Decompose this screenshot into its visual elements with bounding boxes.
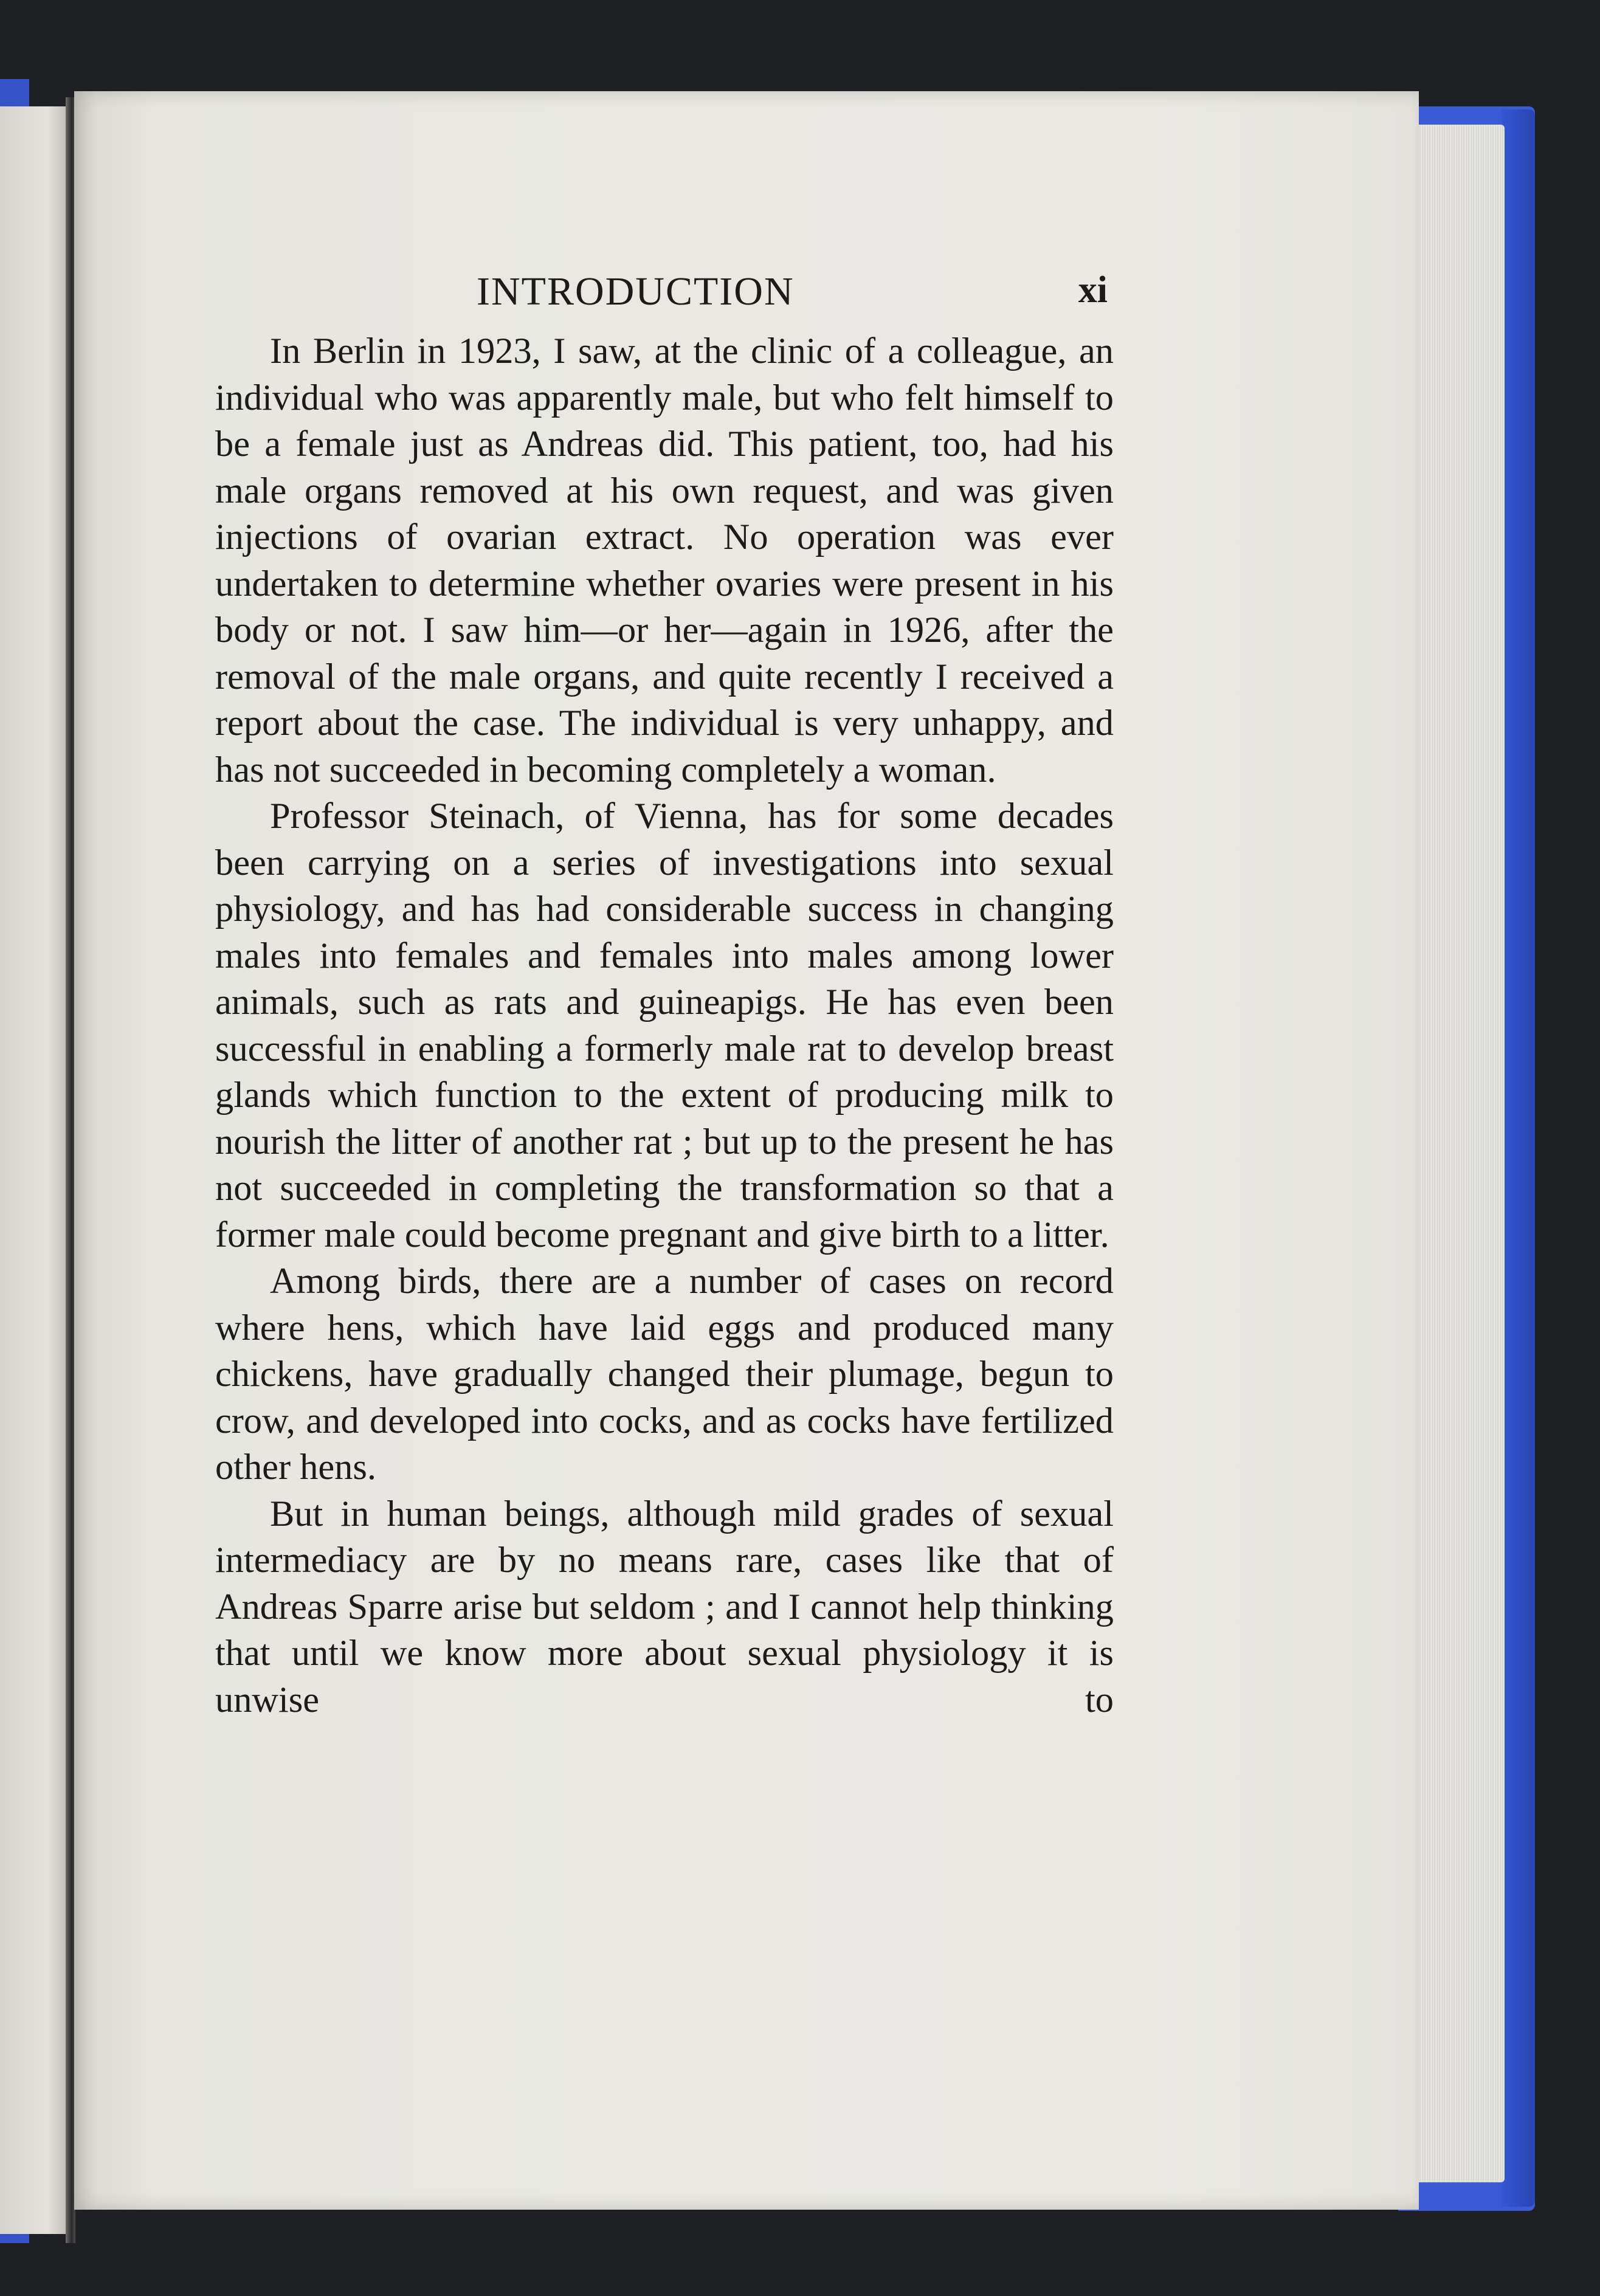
right-cover-spine-edge [1502,109,1535,2207]
page-text-block [215,261,1114,1723]
book-page [74,91,1419,2210]
left-page-edge [0,106,68,2234]
running-head-title: INTRODUCTION [477,269,795,314]
paragraph-human-beings: But in human beings, although mild grades of sexual intermediacy are by no means rare, cases like that of Andreas Sparre arise but seldom ; and I cannot help thinking that until we know more about sexual physiology it is unwise to [215,1493,1114,1720]
paragraph-berlin-1923: In Berlin in 1923, I saw, at the clinic of a colleague, an individual who was apparently male, but who felt himself to be a female just as Andreas did. This patient, too, had his male organs removed at his own request, and was given injections of ovarian extract. No operation was ever undertaken to determine whether ovaries were present in his body or not. I saw him—or her—again in 1926, after the removal of the male organs, and quite recently I received a report about the case. The individual is very unhappy, and has not succeeded in becoming completely a woman. [215,331,1114,790]
running-head [215,261,1114,328]
paragraph-steinach: Professor Steinach, of Vienna, has for some decades been carrying on a series of investigations into sexual physiology, and has had considerable success in changing males into females and females into males among lower animals, such as rats and guineapigs. He has even been successful in enabling a formerly male rat to develop breast glands which function to the extent of producing milk to nourish the litter of another rat ; but up to the present he has not succeeded in completing the transformation so that a former male could become pregnant and give birth to a litter. [215,796,1114,1255]
page-number: xi [1078,269,1108,311]
body-text [215,328,1114,1723]
paragraph-birds: Among birds, there are a number of cases on record where hens, which have laid eggs and produced many chickens, have gradually changed their plumage, begun to crow, and developed into cocks, and as cocks have fertilized other hens. [215,1261,1114,1488]
page-fore-edges [1413,125,1505,2182]
